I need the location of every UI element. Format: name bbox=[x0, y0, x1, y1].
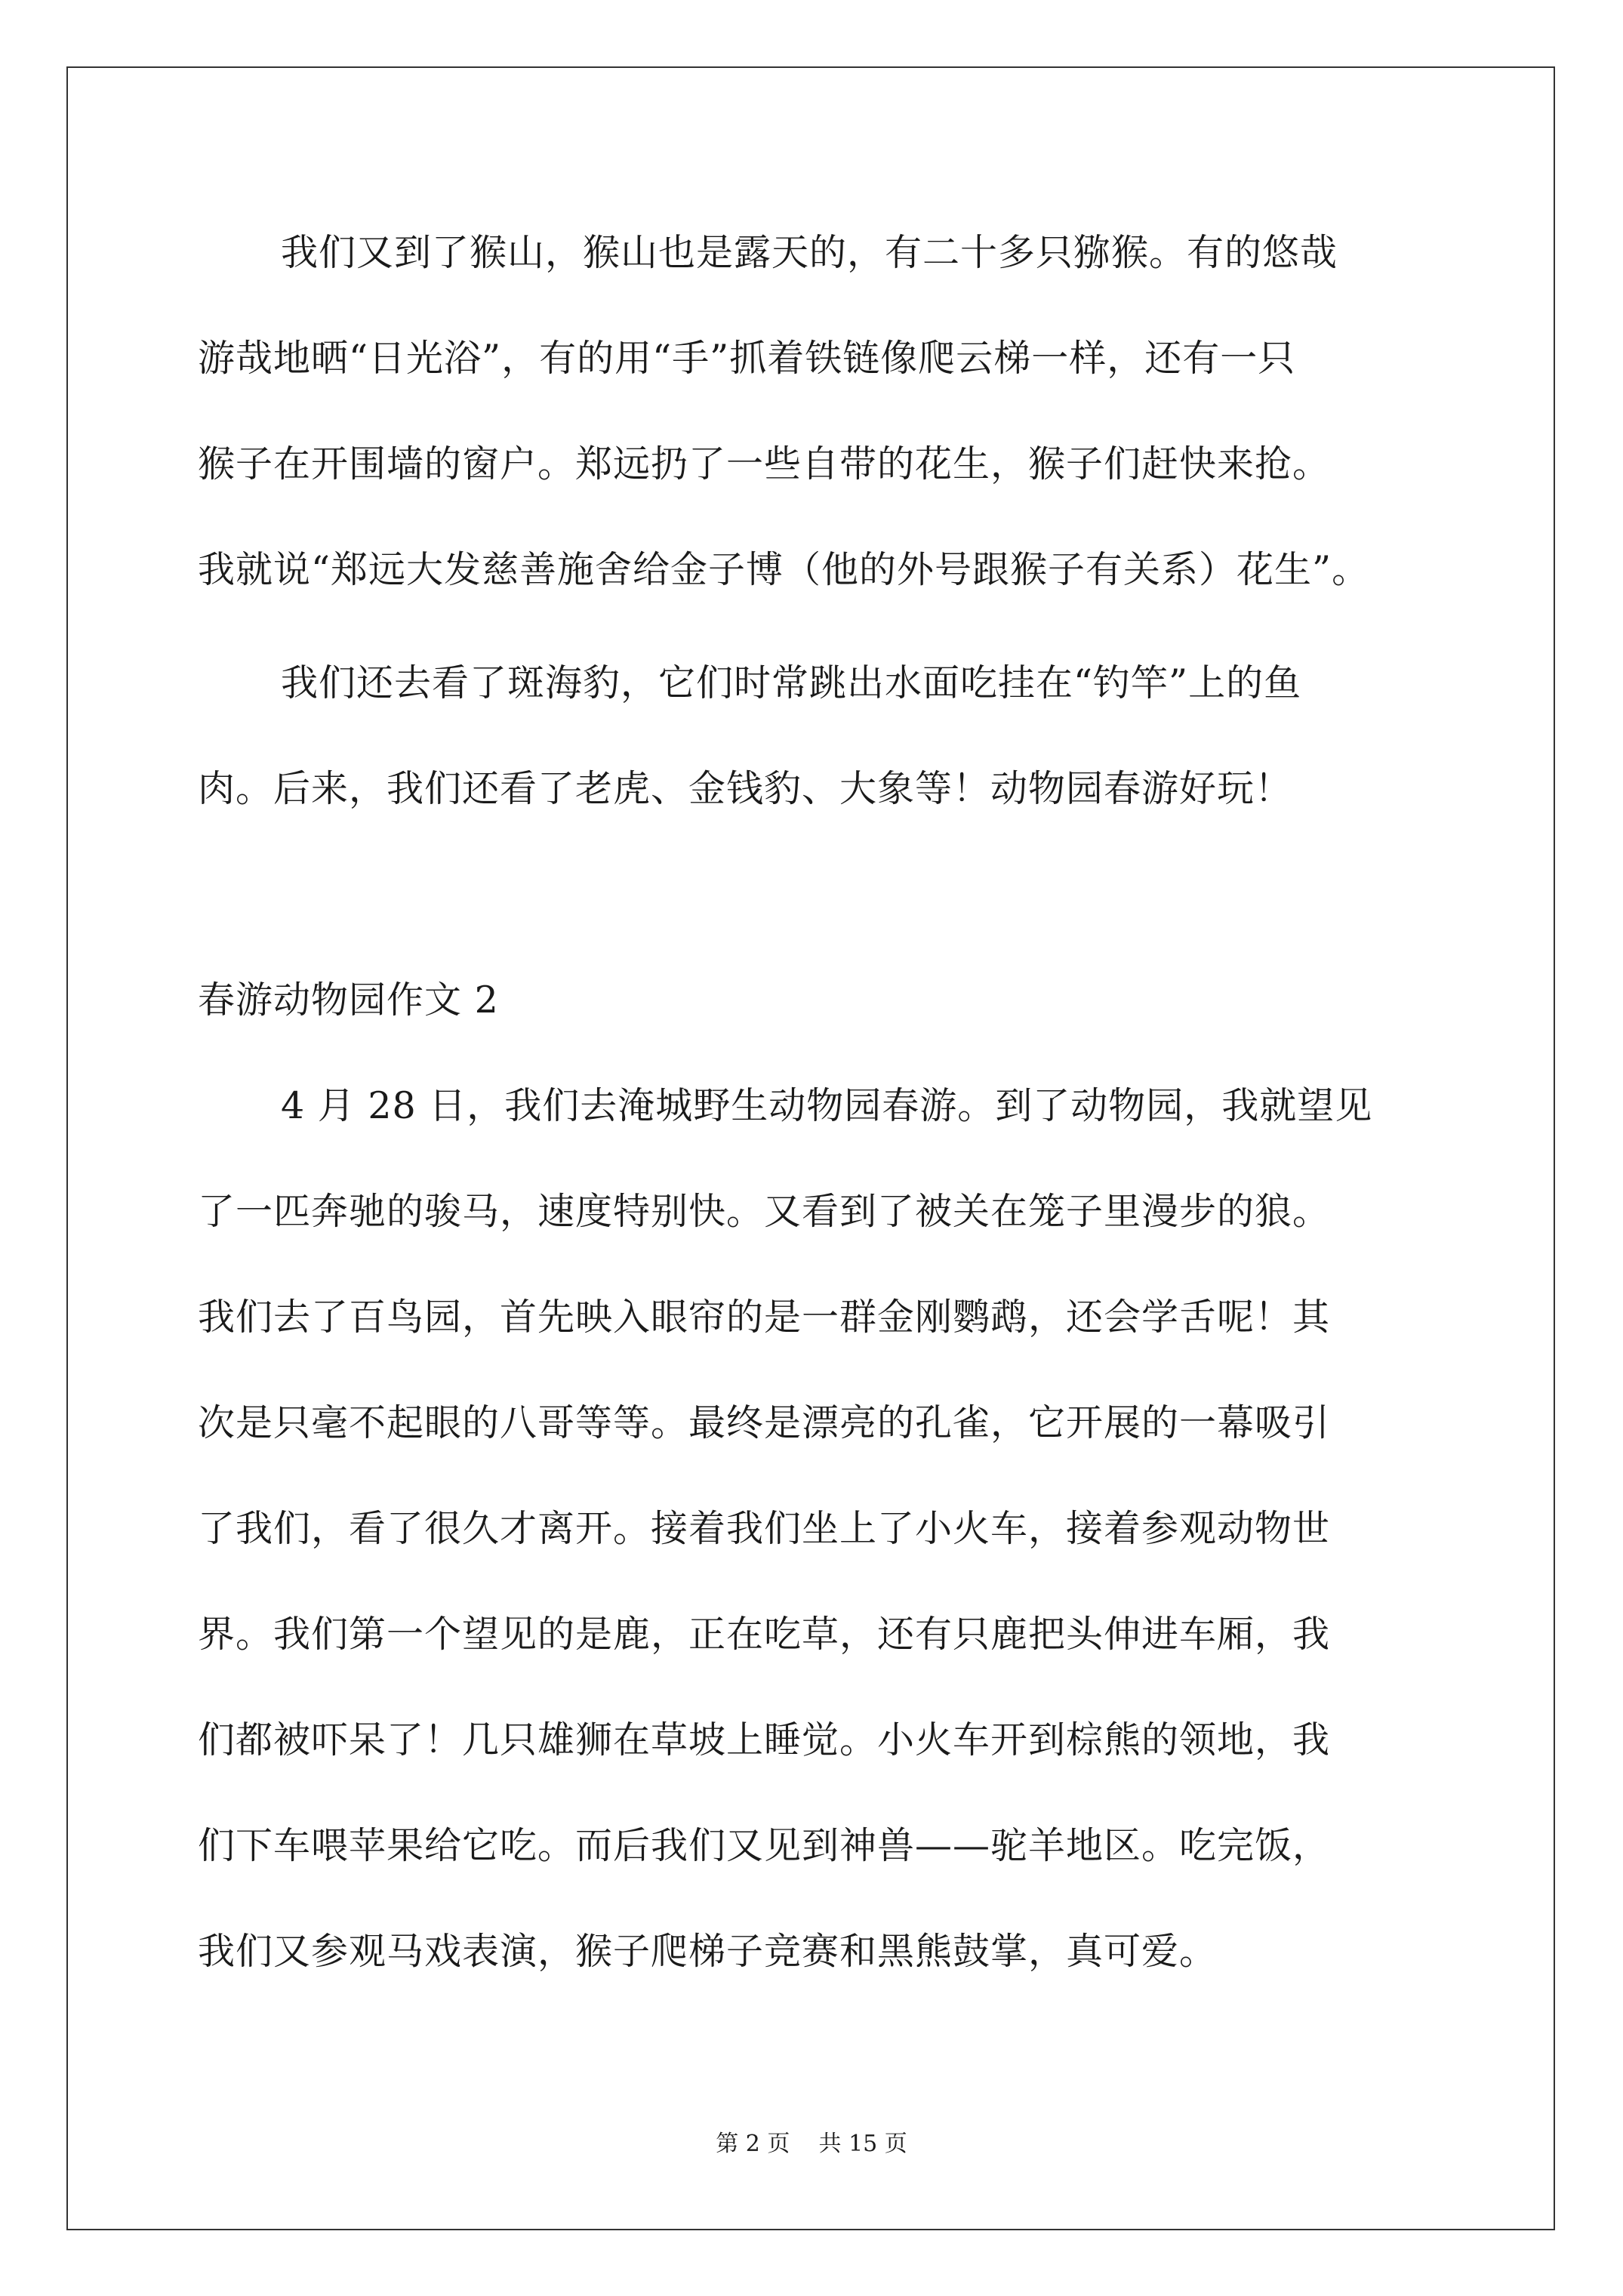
paragraph-1-line-2: 游哉地晒“日光浴”，有的用“手”抓着铁链像爬云梯一样，还有一只 bbox=[198, 337, 1296, 380]
section-heading: 春游动物园作文 2 bbox=[198, 978, 499, 1022]
paragraph-3-line-8: 们下车喂苹果给它吃。而后我们又见到神兽——驼羊地区。吃完饭， bbox=[198, 1824, 1331, 1867]
page-border bbox=[66, 66, 1555, 2230]
paragraph-3-line-1: 4 月 28 日，我们去淹城野生动物园春游。到了动物园，我就望见 bbox=[281, 1084, 1373, 1127]
paragraph-3-line-2: 了一匹奔驰的骏马，速度特别快。又看到了被关在笼子里漫步的狼。 bbox=[198, 1190, 1331, 1233]
paragraph-1-line-4: 我就说“郑远大发慈善施舍给金子博（他的外号跟猴子有关系）花生”。 bbox=[198, 548, 1370, 591]
paragraph-3-line-4: 次是只毫不起眼的八哥等等。最终是漂亮的孔雀，它开展的一幕吸引 bbox=[198, 1401, 1331, 1444]
paragraph-3-line-9: 我们又参观马戏表演，猴子爬梯子竞赛和黑熊鼓掌，真可爱。 bbox=[198, 1930, 1218, 1973]
page-footer bbox=[0, 2129, 1623, 2159]
page-total: 共 15 页 bbox=[818, 2131, 907, 2157]
paragraph-3-line-3: 我们去了百鸟园，首先映入眼帘的是一群金刚鹦鹉，还会学舌呢！其 bbox=[198, 1296, 1331, 1339]
paragraph-2-line-2: 肉。后来，我们还看了老虎、金钱豹、大象等！动物园春游好玩！ bbox=[198, 767, 1293, 810]
paragraph-1-line-1: 我们又到了猴山，猴山也是露天的，有二十多只猕猴。有的悠哉 bbox=[281, 231, 1338, 274]
paragraph-2-line-1: 我们还去看了斑海豹，它们时常跳出水面吃挂在“钓竿”上的鱼 bbox=[281, 661, 1302, 704]
paragraph-3-line-6: 界。我们第一个望见的是鹿，正在吃草，还有只鹿把头伸进车厢，我 bbox=[198, 1613, 1331, 1656]
paragraph-3-line-7: 们都被吓呆了！几只雄狮在草坡上睡觉。小火车开到棕熊的领地，我 bbox=[198, 1718, 1331, 1761]
paragraph-1-line-3: 猴子在开围墙的窗户。郑远扔了一些自带的花生，猴子们赶快来抢。 bbox=[198, 442, 1331, 485]
paragraph-3-line-5: 了我们，看了很久才离开。接着我们坐上了小火车，接着参观动物世 bbox=[198, 1507, 1331, 1550]
page-number: 第 2 页 bbox=[716, 2131, 790, 2157]
